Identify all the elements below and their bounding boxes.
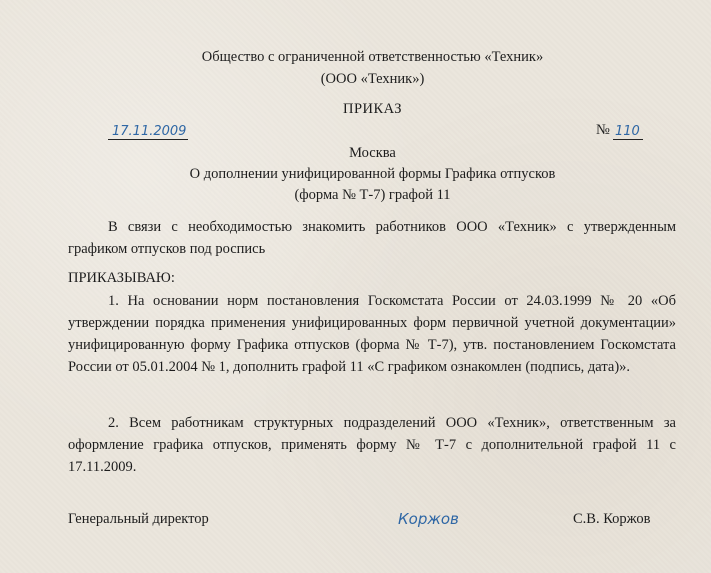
signatory-position: Генеральный директор (68, 511, 209, 527)
signatory-name: С.В. Коржов (573, 511, 651, 527)
order-heading: ПРИКАЗЫВАЮ: (68, 270, 175, 286)
preamble-paragraph: В связи с необходимостью знакомить работников ООО «Техник» с утвержденным графиком отпусков под роспись (68, 219, 676, 257)
organization-name: Общество с ограниченной ответственностью «Техник» (201, 49, 544, 65)
city: Москва (349, 145, 396, 161)
order-item-1: 1. На основании норм постановления Госкомстата России от 24.03.1999 № 20 «Об утверждении порядка применения унифицированных форм первичной учетной документации» унифицированную форму Графика отпусков (форма № Т-7), утв. постановлением Госкомстата России от 05.01.2004 № 1, дополнить графой 11 «С графиком ознакомлен (подпись, дата)». (68, 293, 676, 375)
document-type-title: ПРИКАЗ (342, 101, 403, 117)
organization-short-name: (ООО «Техник») (320, 71, 425, 87)
handwritten-date: 17.11.2009 (112, 124, 187, 139)
number-label: № (596, 122, 610, 138)
subject-line-1: О дополнении унифицированной формы Графика отпусков (189, 166, 556, 182)
order-item-2: 2. Всем работникам структурных подразделений ООО «Техник», ответственным за оформление графика отпусков, применять форму № Т-7 с дополнительной графой 11 с 17.11.2009. (68, 415, 676, 475)
handwritten-signature: Коржов (398, 510, 459, 528)
number-field (613, 123, 643, 140)
handwritten-number: 110 (615, 124, 640, 139)
date-field (108, 123, 188, 140)
subject-line-2: (форма № Т-7) графой 11 (294, 187, 451, 203)
